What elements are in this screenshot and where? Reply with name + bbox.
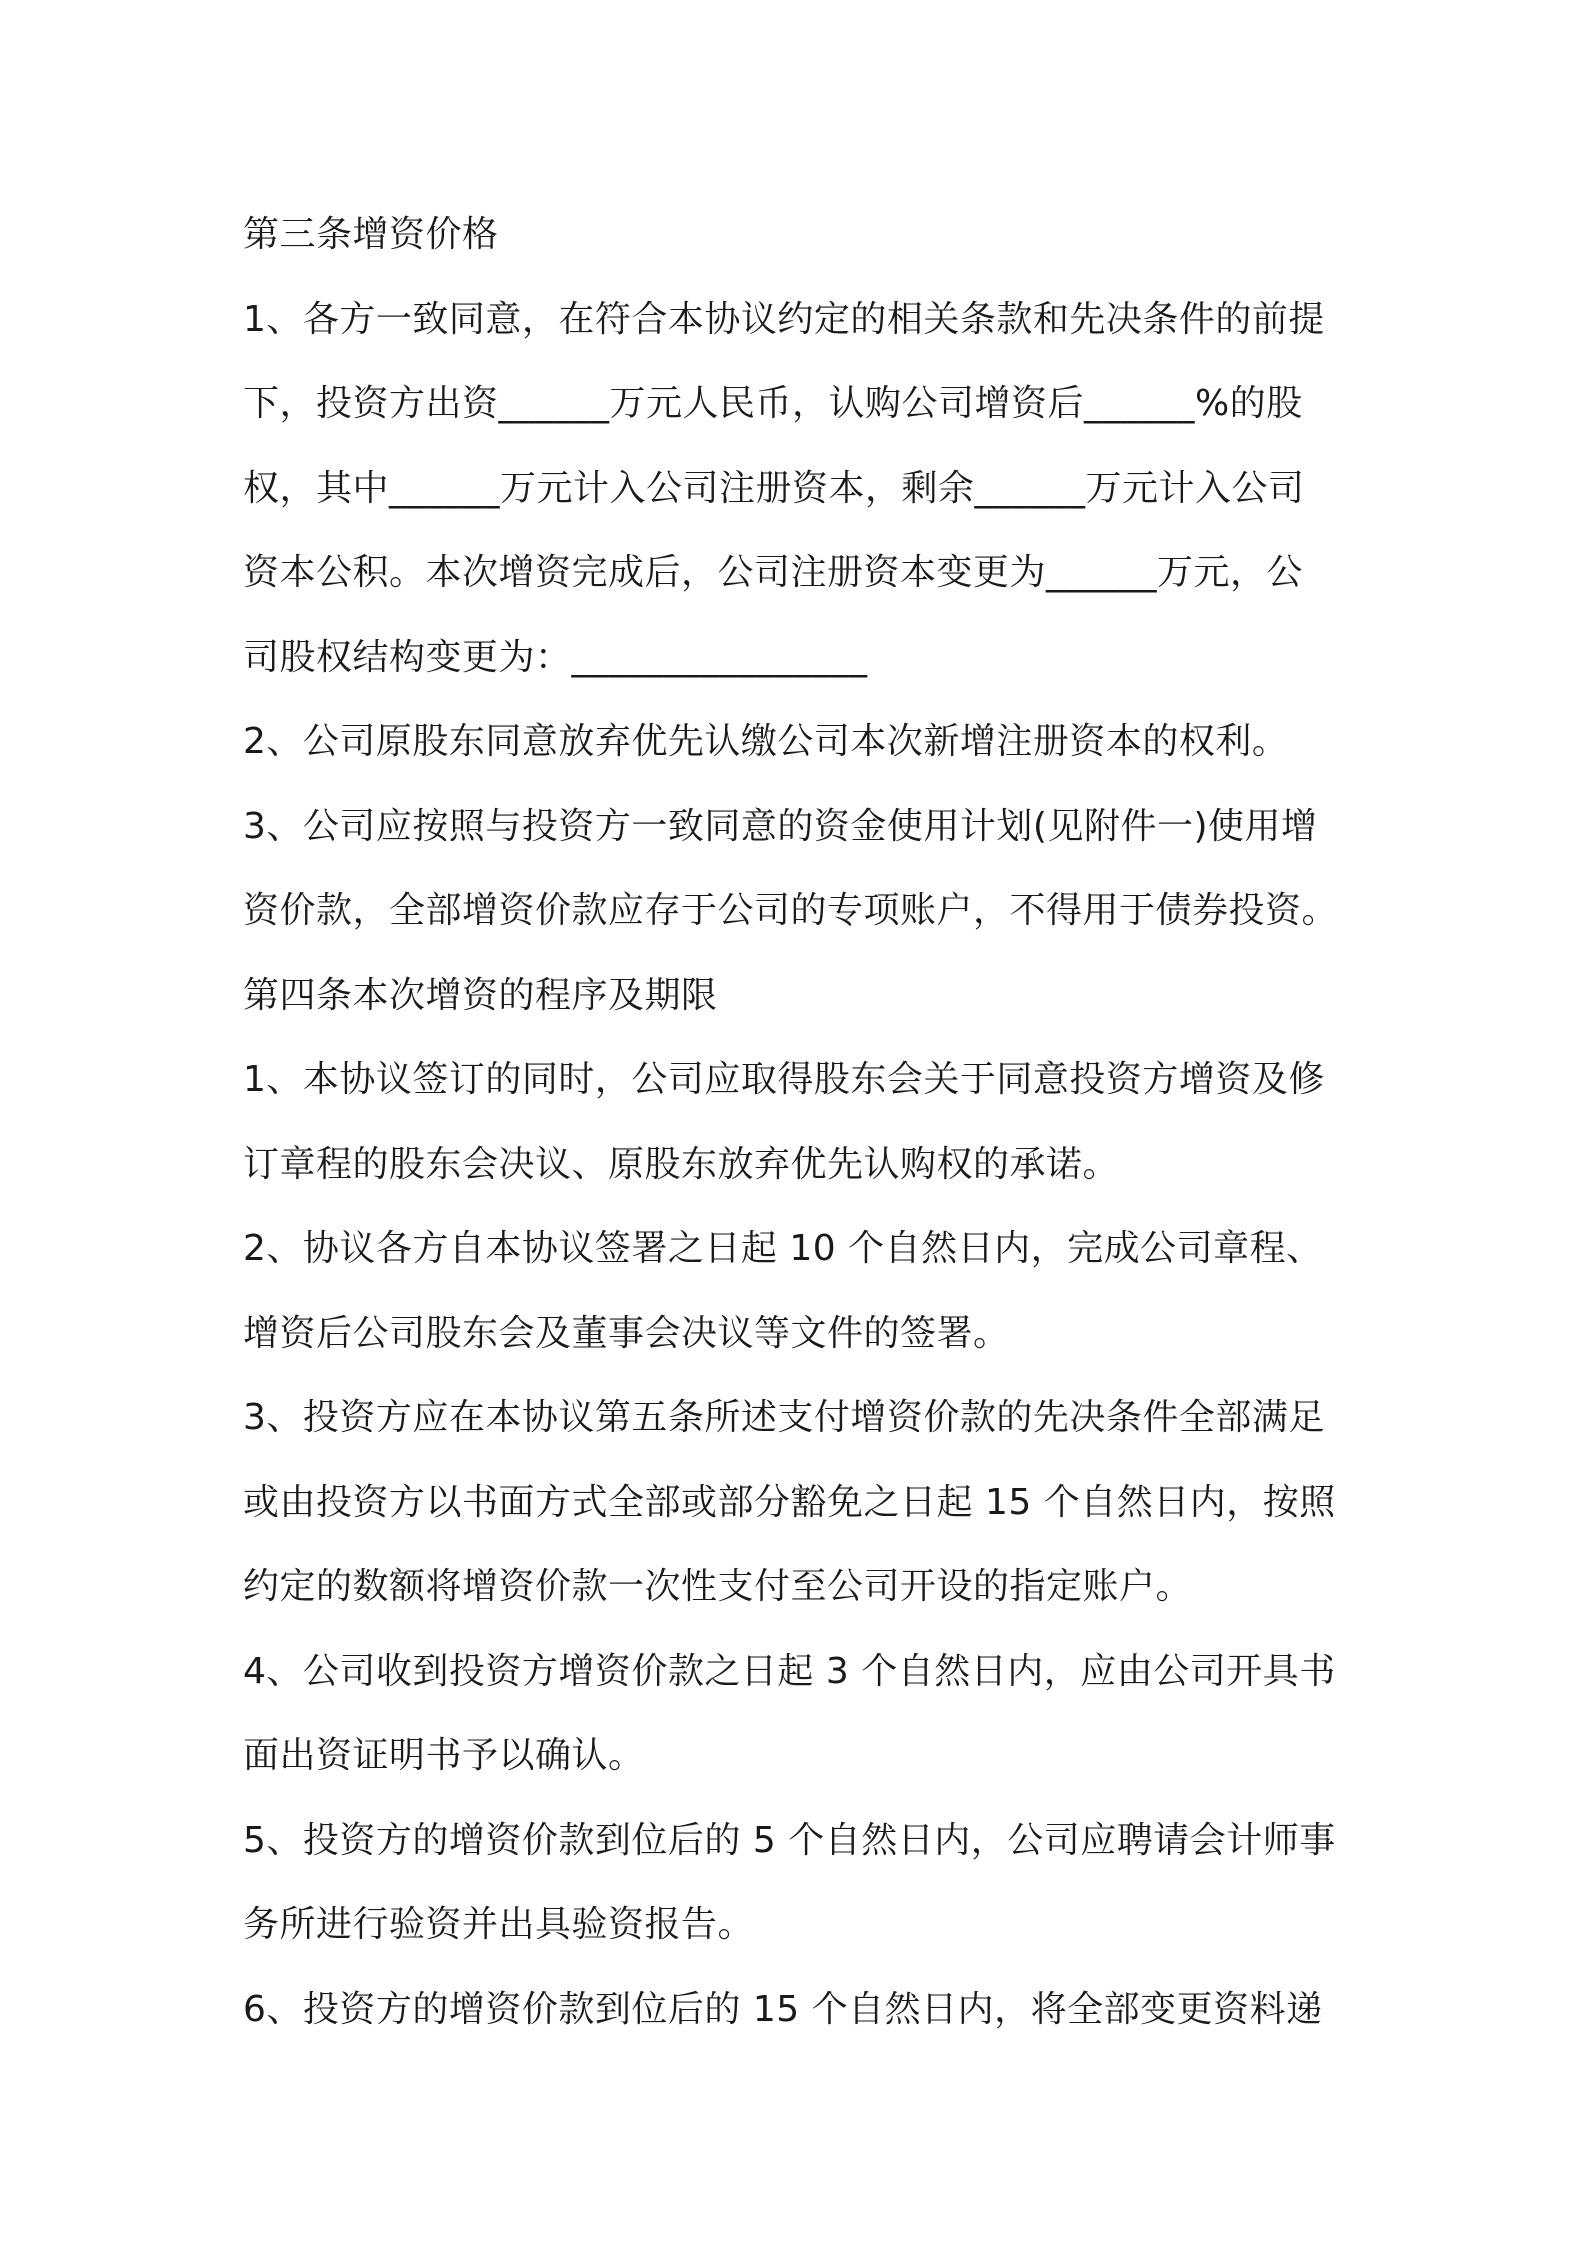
paragraph-line: 3、投资方应在本协议第五条所述支付增资价款的先决条件全部满足 bbox=[243, 1397, 1325, 1438]
paragraph-line: 1、各方一致同意，在符合本协议约定的相关条款和先决条件的前提 bbox=[243, 298, 1325, 340]
paragraph-line: 订章程的股东会决议、原股东放弃优先认购权的承诺。 bbox=[243, 1143, 1120, 1185]
paragraph-line: 资价款，全部增资价款应存于公司的专项账户，不得用于债券投资。 bbox=[243, 890, 1339, 931]
paragraph-line: 司股权结构变更为：________________ bbox=[243, 636, 868, 678]
paragraph-line: 增资后公司股东会及董事会决议等文件的签署。 bbox=[243, 1312, 1010, 1354]
article-3-heading: 第三条增资价格 bbox=[243, 214, 499, 255]
paragraph-line: 权，其中______万元计入公司注册资本，剩余______万元计入公司 bbox=[243, 467, 1305, 509]
paragraph-line: 约定的数额将增资价款一次性支付至公司开设的指定账户。 bbox=[243, 1566, 1193, 1607]
paragraph-line: 2、协议各方自本协议签署之日起 10 个自然日内，完成公司章程、 bbox=[243, 1228, 1323, 1269]
paragraph-line: 2、公司原股东同意放弃优先认缴公司本次新增注册资本的权利。 bbox=[243, 721, 1289, 762]
paragraph-line: 务所进行验资并出具验资报告。 bbox=[243, 1904, 755, 1945]
document-body bbox=[243, 193, 1353, 2052]
paragraph-line: 1、本协议签订的同时，公司应取得股东会关于同意投资方增资及修 bbox=[243, 1059, 1325, 1100]
paragraph-line: 下，投资方出资______万元人民币，认购公司增资后______%的股 bbox=[243, 383, 1303, 424]
paragraph-line: 4、公司收到投资方增资价款之日起 3 个自然日内，应由公司开具书 bbox=[243, 1650, 1336, 1692]
paragraph-line: 或由投资方以书面方式全部或部分豁免之日起 15 个自然日内，按照 bbox=[243, 1481, 1336, 1523]
paragraph-line: 资本公积。本次增资完成后，公司注册资本变更为______万元，公 bbox=[243, 552, 1304, 593]
paragraph-line: 面出资证明书予以确认。 bbox=[243, 1735, 645, 1776]
paragraph-line: 5、投资方的增资价款到位后的 5 个自然日内，公司应聘请会计师事 bbox=[243, 1819, 1336, 1861]
article-4-heading: 第四条本次增资的程序及期限 bbox=[243, 974, 718, 1016]
paragraph-line: 3、公司应按照与投资方一致同意的资金使用计划(见附件一)使用增 bbox=[243, 805, 1318, 847]
paragraph-line: 6、投资方的增资价款到位后的 15 个自然日内，将全部变更资料递 bbox=[243, 1988, 1323, 2030]
